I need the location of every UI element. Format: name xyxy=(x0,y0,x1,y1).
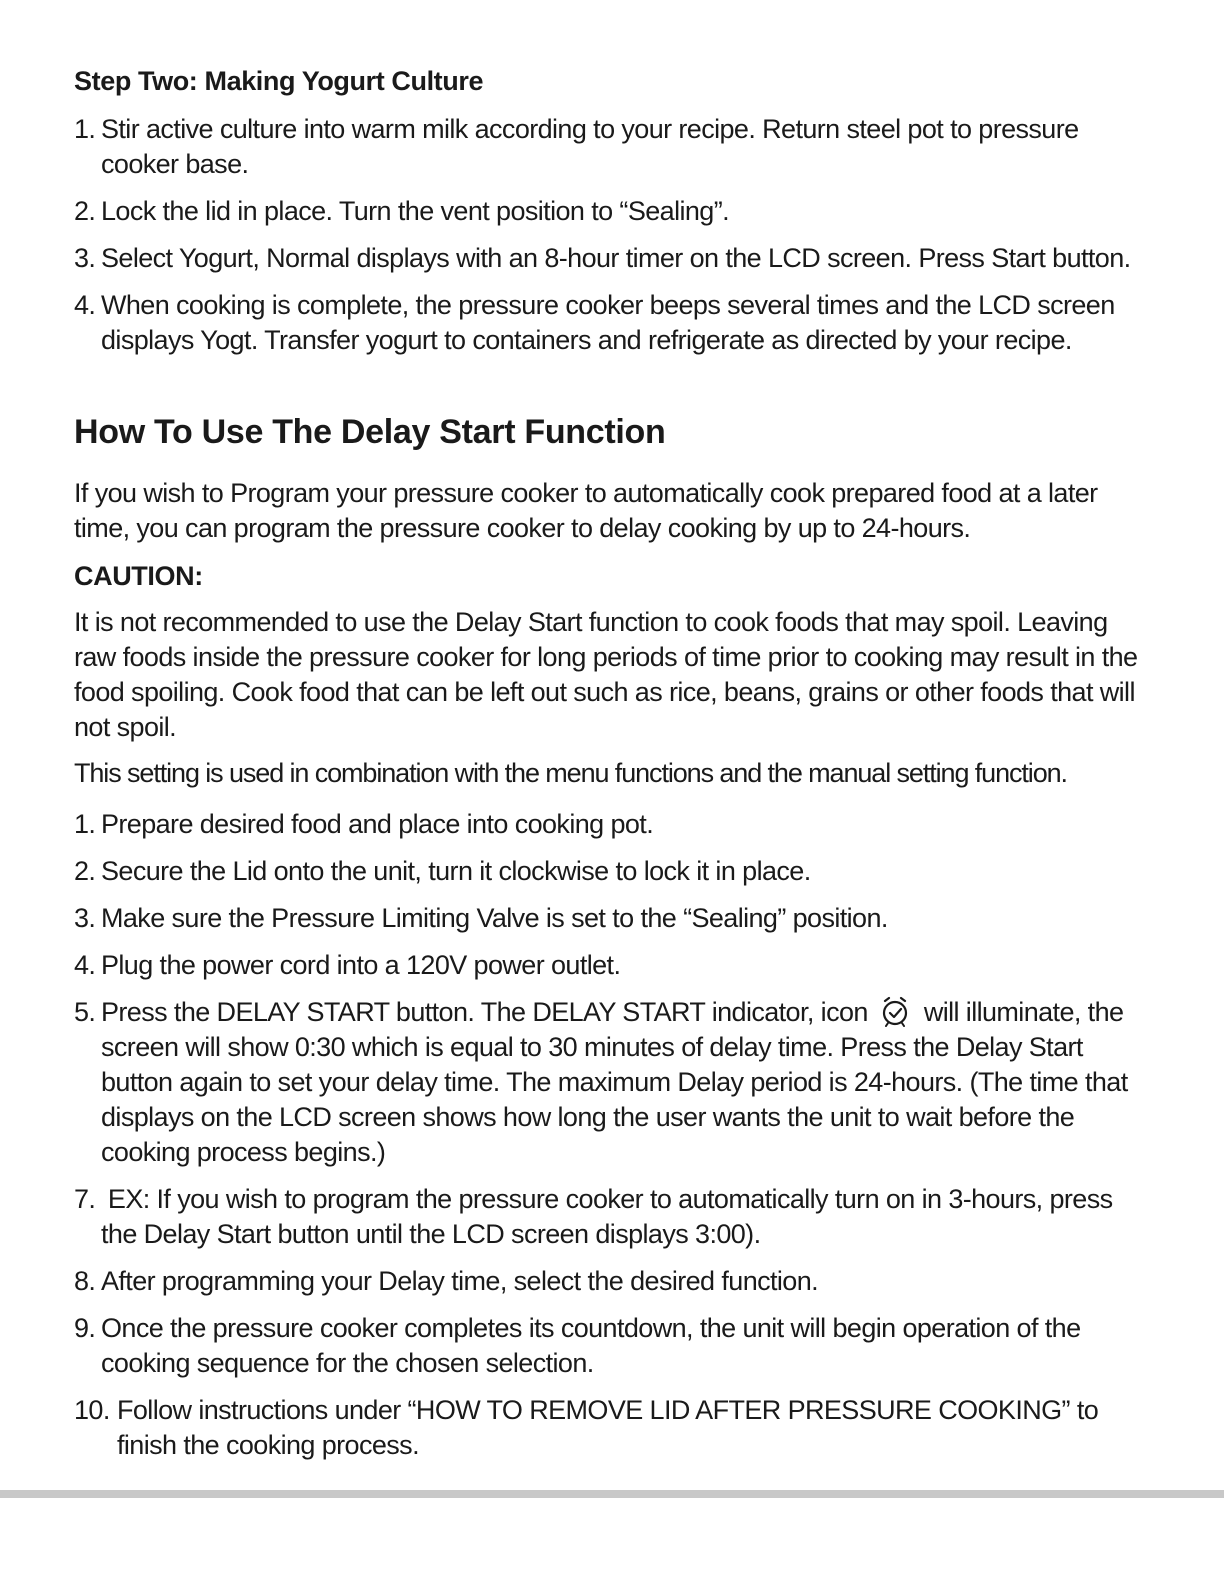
step-number: 1. xyxy=(74,809,96,839)
step-number: 4. xyxy=(74,950,96,980)
list-item xyxy=(74,1393,1154,1463)
list-item xyxy=(74,1264,1154,1299)
delay-start-intro: If you wish to Program your pressure cooker to automatically cook prepared food at a later time, you can program the pressure cooker to delay cooking by up to 24-hours. xyxy=(74,478,1098,543)
step-number: 2. xyxy=(74,196,96,226)
list-item xyxy=(74,288,1154,358)
list-item xyxy=(74,901,1154,936)
list-item xyxy=(74,995,1154,1170)
alarm-clock-icon xyxy=(880,995,910,1027)
step-text xyxy=(101,995,1154,1170)
step-number: 4. xyxy=(74,290,96,320)
list-item xyxy=(74,807,1154,842)
delay-steps-list xyxy=(74,807,1154,1463)
list-item xyxy=(74,112,1154,182)
step-text: After programming your Delay time, select the desired function. xyxy=(101,1266,819,1296)
yogurt-steps-list xyxy=(74,112,1154,358)
step-number: 8. xyxy=(74,1266,96,1296)
step-number: 7. xyxy=(74,1184,96,1214)
step-text: Once the pressure cooker completes its countdown, the unit will begin operation of the cooking sequence for the chosen selection. xyxy=(101,1313,1081,1378)
step-number: 10. xyxy=(74,1395,110,1425)
step-text: Select Yogurt, Normal displays with an 8-hour timer on the LCD screen. Press Start button. xyxy=(101,243,1131,273)
step-text: Secure the Lid onto the unit, turn it clockwise to lock it in place. xyxy=(101,856,811,886)
delay-start-title: How To Use The Delay Start Function xyxy=(74,413,666,451)
step-number: 1. xyxy=(74,114,96,144)
step-text: Lock the lid in place. Turn the vent position to “Sealing”. xyxy=(101,196,729,226)
list-item xyxy=(74,948,1154,983)
step-text: EX: If you wish to program the pressure cooker to automatically turn on in 3-hours, press the Delay Start button until the LCD screen displays 3:00). xyxy=(101,1184,1120,1249)
yogurt-culture-heading: Step Two: Making Yogurt Culture xyxy=(74,66,484,96)
footer-divider xyxy=(0,1490,1224,1498)
step-number: 2. xyxy=(74,856,96,886)
step-number: 3. xyxy=(74,903,96,933)
caution-label: CAUTION: xyxy=(74,561,203,591)
page-content xyxy=(74,62,1154,1477)
list-item xyxy=(74,194,1154,229)
step-number: 5. xyxy=(74,997,96,1027)
list-item xyxy=(74,1311,1154,1381)
step-number: 9. xyxy=(74,1313,96,1343)
step-text: Prepare desired food and place into cooking pot. xyxy=(101,809,654,839)
setting-note: This setting is used in combination with the menu functions and the manual setting function. xyxy=(74,758,1067,788)
list-item xyxy=(74,241,1154,276)
list-item xyxy=(74,1182,1154,1252)
step-text: Make sure the Pressure Limiting Valve is set to the “Sealing” position. xyxy=(101,903,888,933)
step-text-after-icon: will illuminate, the screen will show 0:30 which is equal to 30 minutes of delay time. Press the Delay Start button again to set your delay time. The maximum Delay period is 24-hours. (The time that displays on the LCD screen shows how long the user wants the unit to wait before the cooking process begins.) xyxy=(101,997,1128,1167)
step-text: When cooking is complete, the pressure cooker beeps several times and the LCD screen displays Yogt. Transfer yogurt to containers and refrigerate as directed by your recipe. xyxy=(101,290,1115,355)
step-text: Follow instructions under “HOW TO REMOVE LID AFTER PRESSURE COOKING” to finish the cooking process. xyxy=(117,1395,1099,1460)
step-text: Plug the power cord into a 120V power outlet. xyxy=(101,950,621,980)
step-number: 3. xyxy=(74,243,96,273)
step-text-before-icon: Press the DELAY START button. The DELAY START indicator, icon xyxy=(101,997,868,1027)
caution-text: It is not recommended to use the Delay Start function to cook foods that may spoil. Leaving raw foods inside the pressure cooker for long periods of time prior to cooking may result in the food spoiling. Cook food that can be left out such as rice, beans, grains or other foods that will not spoil. xyxy=(74,607,1138,742)
list-item xyxy=(74,854,1154,889)
step-text: Stir active culture into warm milk according to your recipe. Return steel pot to pressure cooker base. xyxy=(101,114,1079,179)
